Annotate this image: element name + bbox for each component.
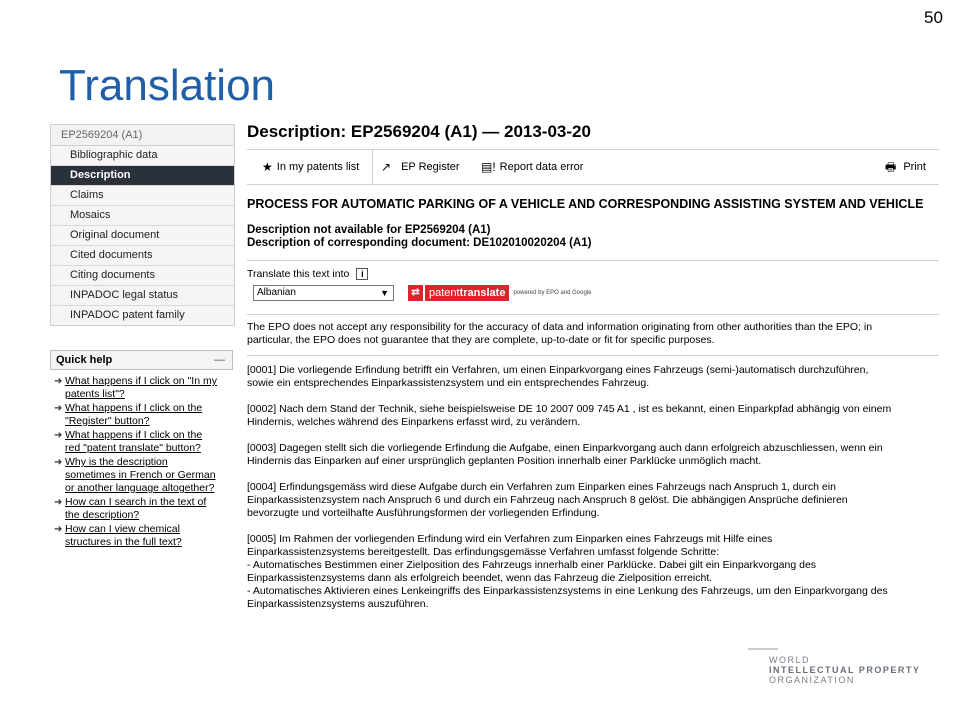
arrow-right-icon: ➜ xyxy=(54,497,63,508)
nav-item-citing-documents[interactable]: Citing documents xyxy=(51,266,234,286)
disclaimer-line: The EPO does not accept any responsibility for the accuracy of data and information originating from other authorities than the EPO; in xyxy=(247,321,873,333)
translate-row xyxy=(247,284,939,302)
list-item xyxy=(50,402,233,428)
report-icon: ▤! xyxy=(481,160,496,174)
not-available-line: Description not available for EP2569204 (A1) xyxy=(247,224,491,236)
nav-item-bibliographic-data[interactable]: Bibliographic data xyxy=(51,146,234,166)
list-item xyxy=(50,523,233,549)
paragraph-0003: [0003] Dagegen stellt sich die vorliegende Erfindung die Aufgabe, einen Einparkvorgang auch dann erfolgreich abzuschliessen, wenn ein Hindernis das Einparken auf einer ursprünglich geplanten Position innerhalb einer Parklücke unmöglich macht. xyxy=(247,442,883,467)
paragraph-0005: [0005] Im Rahmen der vorliegenden Erfindung wird ein Verfahren zum Einparken eines Fahrzeugs mit Hilfe eines Einparkassistenzsystems bereitgestellt. Das erfindungsgemässe Verfahren umfasst folgende Schritte: - Automatisches Bestimmen einer Zielposition des Fahrzeugs innerhalb einer Parklücke. Dabei gilt ein Einparkvorgang des Einparkassistenzsystems dann als erfolgreich beendet, wenn das Fahrzeug die Zielposition erreicht. - Automatisches Aktivieren eines Lenkeingriffs des Einparkassistenzsystems in eine Lenkung des Fahrzeugs, um den Einparkvorgang des Einparkassistenzsystems auszuführen. xyxy=(247,533,888,610)
collapse-icon[interactable]: — xyxy=(214,354,225,366)
translate-label-row xyxy=(247,268,939,280)
divider xyxy=(247,260,939,261)
help-link[interactable]: What happens if I click on the "Register" button? xyxy=(65,402,203,427)
arrow-right-icon: ➜ xyxy=(54,430,63,441)
corresponding-document-line: Description of corresponding document: DE102010020204 (A1) xyxy=(247,237,592,249)
language-select[interactable] xyxy=(253,285,394,301)
quick-help-panel xyxy=(50,350,233,550)
language-selected: Albanian xyxy=(257,287,296,298)
help-link[interactable]: What happens if I click on "In my patents list"? xyxy=(65,375,217,400)
external-link-icon: ↗ xyxy=(381,160,392,174)
list-item xyxy=(50,496,233,522)
ep-register-button[interactable] xyxy=(381,150,460,184)
translate-label: Translate this text into xyxy=(247,268,350,280)
info-icon[interactable]: i xyxy=(356,268,368,280)
slide-number: 50 xyxy=(924,8,943,27)
patent-headline: PROCESS FOR AUTOMATIC PARKING OF A VEHICLE AND CORRESPONDING ASSISTING SYSTEM AND VEHICLE xyxy=(247,197,924,211)
quick-help-list xyxy=(50,370,233,549)
my-patents-label: In my patents list xyxy=(276,161,360,173)
logo-accent xyxy=(748,648,778,650)
nav-item-mosaics[interactable]: Mosaics xyxy=(51,206,234,226)
nav-item-original-document[interactable]: Original document xyxy=(51,226,234,246)
wipo-logo: WORLD INTELLECTUAL PROPERTY ORGANIZATION xyxy=(769,655,921,685)
arrow-right-icon: ➜ xyxy=(54,457,63,468)
toolbar-divider xyxy=(372,150,373,184)
ep-register-label: EP Register xyxy=(401,161,460,173)
document-nav xyxy=(50,124,235,326)
nav-item-inpadoc-patent-family[interactable]: INPADOC patent family xyxy=(51,306,234,325)
arrow-right-icon: ➜ xyxy=(54,403,63,414)
paragraph-0001: [0001] Die vorliegende Erfindung betrifft ein Verfahren, um einen Einparkvorgang eines Fahrzeugs (semi-)automatisch durchzuführen, sowie ein entsprechendes Einparkassistenzsystem und ein entsprechendes Fahrzeug. xyxy=(247,364,869,389)
arrow-right-icon: ➜ xyxy=(54,524,63,535)
nav-header: EP2569204 (A1) xyxy=(51,125,234,146)
quick-help-title: Quick help xyxy=(56,354,113,366)
my-patents-button[interactable] xyxy=(262,150,359,184)
report-error-label: Report data error xyxy=(499,161,584,173)
translate-arrows-icon: ⇄ xyxy=(408,285,423,301)
quick-help-header[interactable] xyxy=(50,350,233,370)
print-label: Print xyxy=(903,161,926,173)
description-content xyxy=(247,120,939,611)
print-button[interactable] xyxy=(885,150,926,184)
help-link[interactable]: How can I view chemical structures in the full text? xyxy=(65,523,182,548)
nav-item-claims[interactable]: Claims xyxy=(51,186,234,206)
nav-item-description[interactable]: Description xyxy=(51,166,234,186)
star-icon: ★ xyxy=(262,160,273,174)
help-link[interactable]: Why is the description sometimes in French or German or another language altogether? xyxy=(65,456,216,494)
dropdown-arrow-icon: ▼ xyxy=(380,288,389,298)
list-item xyxy=(50,456,233,495)
patent-translate-button[interactable] xyxy=(408,285,592,301)
paragraph-0004: [0004] Erfindungsgemäss wird diese Aufgabe durch ein Verfahren zum Einparken eines Fahrzeugs nach Anspruch 1, durch ein Einparkassistenzsystem nach Anspruch 6 und durch ein Fahrzeug nach Anspruch 8 gelöst. Die abhängigen Ansprüche definieren bevorzugte und vorteilhafte Ausführungsformen der vorliegenden Erfindung. xyxy=(247,481,848,519)
paragraph-0002: [0002] Nach dem Stand der Technik, siehe beispielsweise DE 10 2007 009 745 A1 , ist es bekannt, einen Einparkpfad abhängig von einem Hindernis, welches während des Einparkens erfasst wird, zu verändern. xyxy=(247,403,892,428)
powered-by-text: powered by EPO and Google xyxy=(513,290,592,296)
arrow-right-icon: ➜ xyxy=(54,376,63,387)
divider xyxy=(247,355,939,356)
report-error-button[interactable] xyxy=(481,150,583,184)
printer-icon: 🖶 xyxy=(885,160,897,174)
list-item xyxy=(50,429,233,455)
toolbar xyxy=(247,149,939,185)
patent-translate-label: patenttranslate xyxy=(425,285,509,301)
description-title: Description: EP2569204 (A1) — 2013-03-20 xyxy=(247,122,591,141)
help-link[interactable]: How can I search in the text of the description? xyxy=(65,496,207,521)
disclaimer xyxy=(247,321,939,347)
divider xyxy=(247,314,939,315)
availability-notice xyxy=(247,224,939,250)
disclaimer-line: particular, the EPO does not guarantee that they are complete, up-to-date or fit for specific purposes. xyxy=(247,334,715,346)
nav-item-inpadoc-legal-status[interactable]: INPADOC legal status xyxy=(51,286,234,306)
slide-title: Translation xyxy=(59,61,276,110)
help-link[interactable]: What happens if I click on the red "patent translate" button? xyxy=(65,429,203,454)
nav-item-cited-documents[interactable]: Cited documents xyxy=(51,246,234,266)
list-item xyxy=(50,375,233,401)
